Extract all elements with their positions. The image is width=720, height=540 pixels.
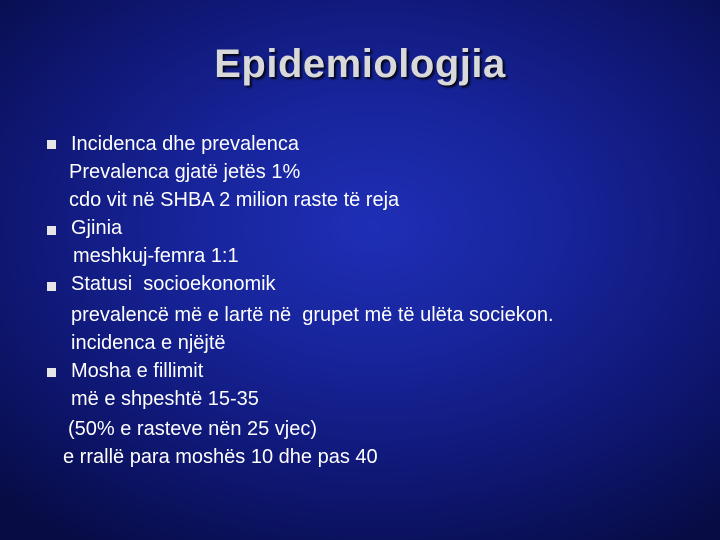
sub-line-half-under-25: (50% e rasteve nën 25 vjec) xyxy=(68,418,318,440)
sub-line-gender-ratio: meshkuj-femra 1:1 xyxy=(73,245,239,267)
sub-line-higher-prevalence: prevalencë më e lartë në grupet më të ulëta sociekon. xyxy=(71,304,554,326)
bullet-marker xyxy=(47,368,56,377)
sub-line-rare-ages: e rrallë para moshës 10 dhe pas 40 xyxy=(63,446,378,468)
bullet-marker xyxy=(47,282,56,291)
bullet-heading-incidence: Incidenca dhe prevalenca xyxy=(71,133,299,155)
slide-title: Epidemiologjia xyxy=(214,42,506,86)
bullet-marker xyxy=(47,226,56,235)
bullet-marker xyxy=(47,140,56,149)
sub-line-same-incidence: incidenca e njëjtë xyxy=(71,332,226,354)
sub-line-lifetime-prevalence: Prevalenca gjatë jetës 1% xyxy=(69,161,301,183)
sub-line-new-cases: cdo vit në SHBA 2 milion raste të reja xyxy=(69,189,400,211)
bullet-heading-socioeconomic: Statusi socioekonomik xyxy=(71,273,276,295)
sub-line-most-common-age: më e shpeshtë 15-35 xyxy=(71,388,259,410)
bullet-heading-gender: Gjinia xyxy=(71,217,123,239)
bullet-heading-onset-age: Mosha e fillimit xyxy=(71,360,204,382)
